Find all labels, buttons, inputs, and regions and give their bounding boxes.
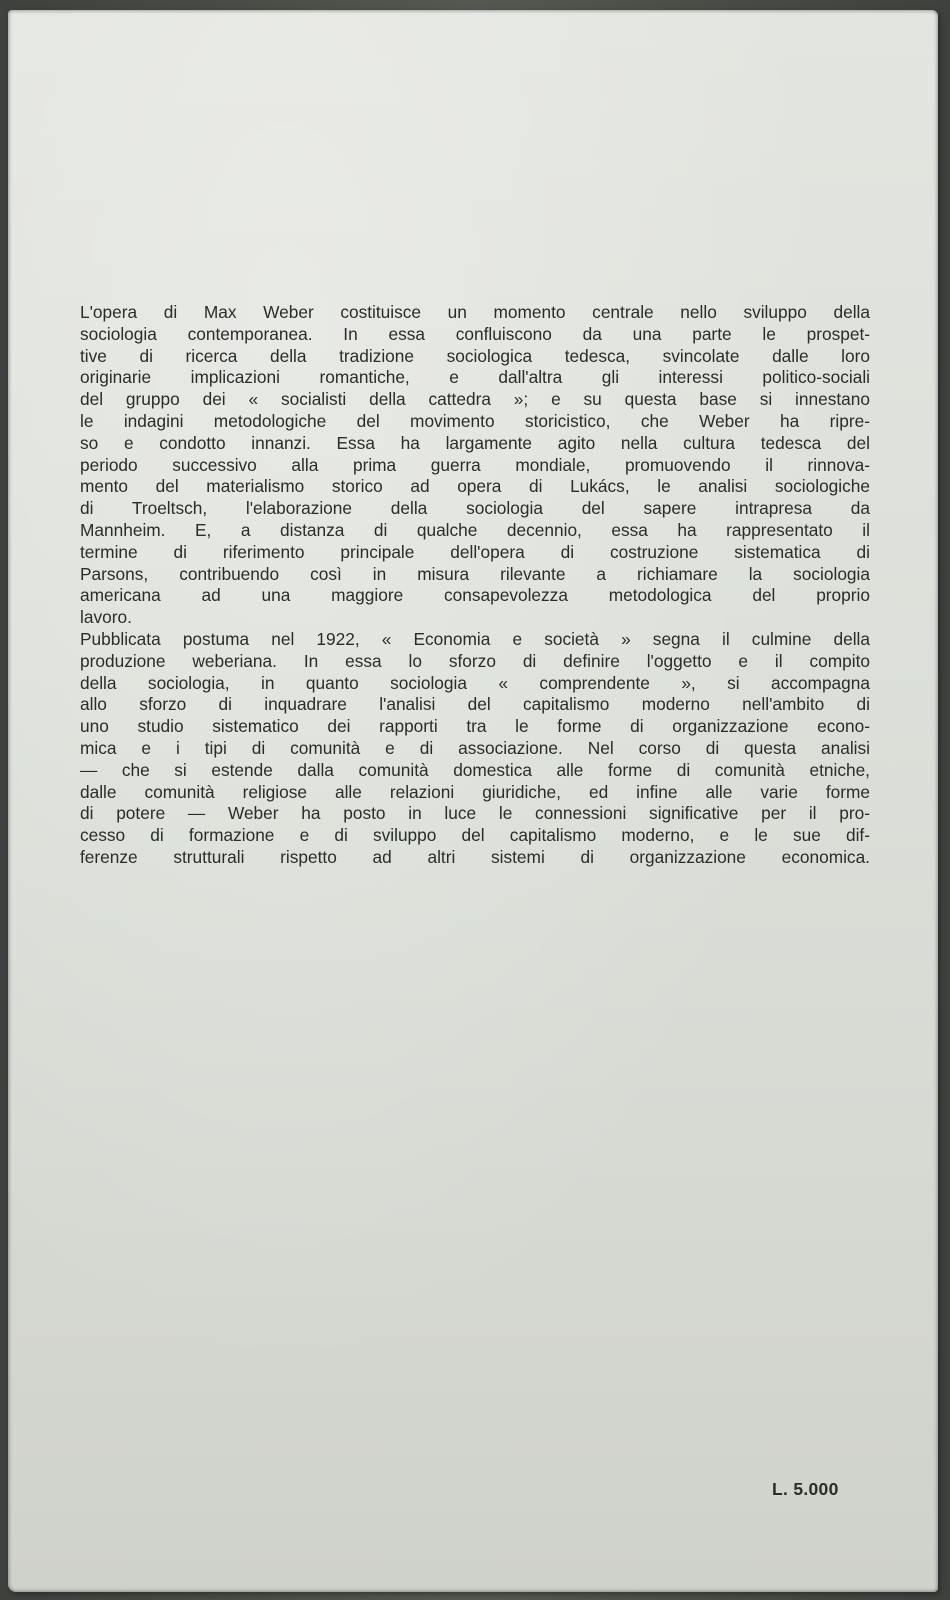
blurb-line: L'opera di Max Weber costituisce un momento centrale nello sviluppo della <box>80 302 870 322</box>
blurb-line: Pubblicata postuma nel 1922, « Economia e società » segna il culmine della <box>80 628 870 649</box>
blurb-line: dalle comunità religiose alle relazioni giuridiche, ed infine alle varie forme <box>80 781 870 802</box>
blurb-line: periodo successivo alla prima guerra mondiale, promuovendo il rinnova- <box>80 454 870 475</box>
blurb-line: di Troeltsch, l'elaborazione della sociologia del sapere intrapresa da <box>80 498 870 519</box>
blurb-line: le indagini metodologiche del movimento storicistico, che Weber ha ripre- <box>80 410 870 431</box>
blurb-line: del gruppo dei « socialisti della cattedra »; e su questa base si innestano <box>80 389 870 410</box>
blurb-line: di potere — Weber ha posto in luce le connessioni significative per il pro- <box>80 803 870 824</box>
blurb-line: allo sforzo di inquadrare l'analisi del capitalismo moderno nell'ambito di <box>80 694 870 715</box>
blurb-line: uno studio sistematico dei rapporti tra le forme di organizzazione econo- <box>80 716 870 737</box>
blurb-line: cesso di formazione e di sviluppo del capitalismo moderno, e le sue dif- <box>80 825 870 846</box>
blurb-line: sociologia contemporanea. In essa confluiscono da una parte le prospet- <box>80 323 870 344</box>
blurb-line: tive di ricerca della tradizione sociologica tedesca, svincolate dalle loro <box>80 345 870 366</box>
blurb-line: mento del materialismo storico ad opera di Lukács, le analisi sociologiche <box>80 476 870 497</box>
blurb-line: originarie implicazioni romantiche, e dall'altra gli interessi politico-sociali <box>80 367 870 388</box>
book-back-cover <box>8 10 938 1592</box>
price-label: L. 5.000 <box>772 1479 839 1499</box>
blurb-line: della sociologia, in quanto sociologia « comprendente », si accompagna <box>80 672 870 693</box>
blurb-line: americana ad una maggiore consapevolezza metodologica del proprio <box>80 585 870 606</box>
blurb-line: Parsons, contribuendo così in misura rilevante a richiamare la sociologia <box>80 563 870 584</box>
blurb-line: lavoro. <box>80 607 132 628</box>
blurb-line: termine di riferimento principale dell'opera di costruzione sistematica di <box>80 541 870 562</box>
blurb-line: produzione weberiana. In essa lo sforzo di definire l'oggetto e il compito <box>80 650 870 671</box>
blurb-line: — che si estende dalla comunità domestica alle forme di comunità etniche, <box>80 759 870 780</box>
blurb-line: so e condotto innanzi. Essa ha largamente agito nella cultura tedesca del <box>80 432 870 453</box>
blurb-line: mica e i tipi di comunità e di associazione. Nel corso di questa analisi <box>80 737 870 758</box>
blurb-text <box>80 302 870 869</box>
blurb-line: Mannheim. E, a distanza di qualche decennio, essa ha rappresentato il <box>80 519 870 540</box>
blurb-line: ferenze strutturali rispetto ad altri sistemi di organizzazione economica. <box>80 846 870 867</box>
